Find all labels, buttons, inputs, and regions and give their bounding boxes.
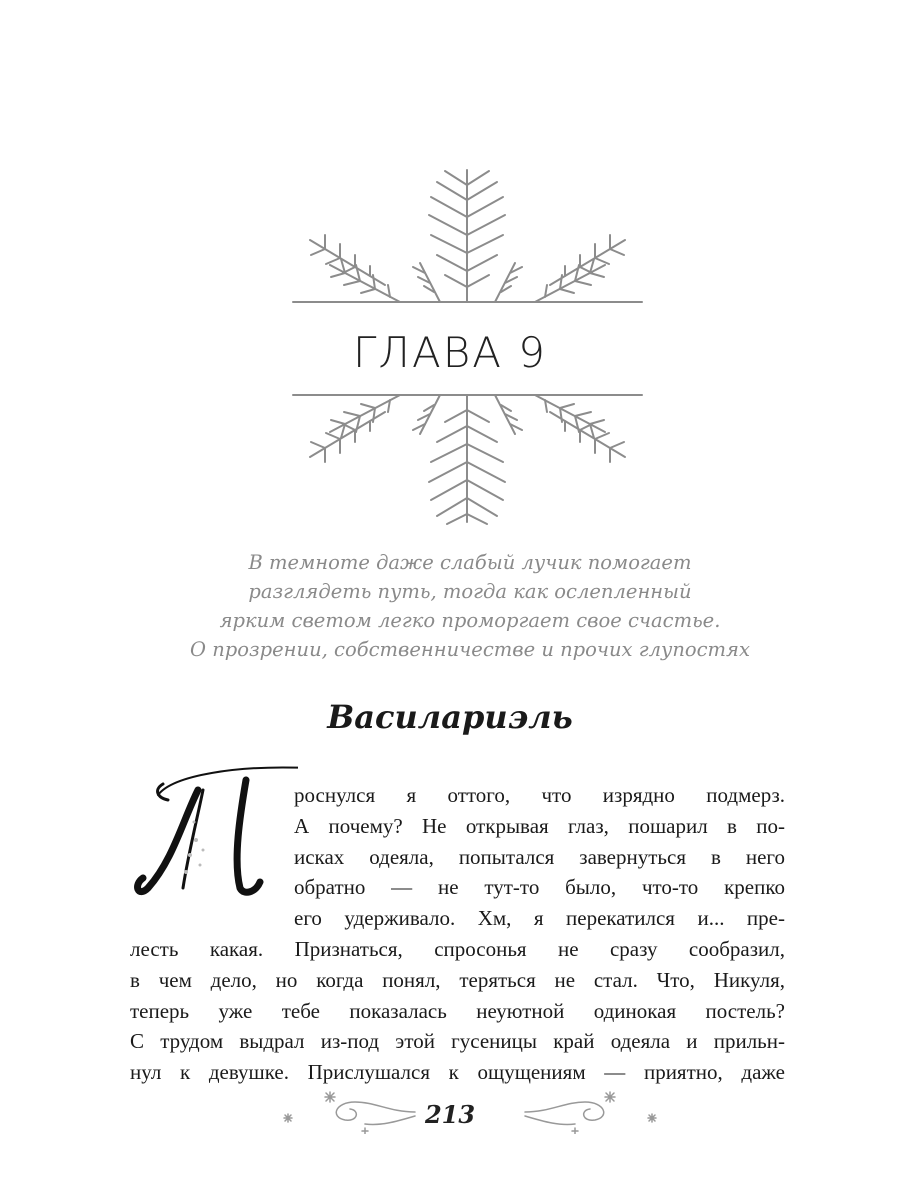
- text-line: роснулся я оттого, что изрядно подмерз.: [294, 783, 785, 807]
- pov-heading: Василариэль: [327, 698, 573, 736]
- fir-branch-ornament-top: [290, 165, 645, 305]
- epigraph: [150, 548, 790, 664]
- text-line: исках одеяла, попытался завернуться в него: [294, 844, 785, 869]
- page-number: 213: [424, 1100, 476, 1129]
- footer-swirl-ornament-right: [520, 1082, 670, 1134]
- text-line: лесть какая. Признаться, спросонья не сразу сообразил,: [130, 936, 785, 961]
- epigraph-line: О прозрении, собственничестве и прочих глупостях: [190, 638, 750, 661]
- text-line: А почему? Не открывая глаз, пошарил в по-: [294, 813, 785, 838]
- fir-branch-ornament-bottom: [290, 392, 645, 527]
- epigraph-line: ярким светом легко проморгает свое счастье.: [219, 609, 721, 632]
- body-text: [130, 780, 785, 1088]
- epigraph-line: В темноте даже слабый лучик помогает: [248, 551, 692, 574]
- text-line: обратно — не тут-то было, что-то крепко: [294, 875, 785, 900]
- text-line: теперь уже тебе показалась неуютной одинокая постель?: [130, 998, 785, 1023]
- text-line: его удерживало. Хм, я перекатился и... пре-: [294, 906, 785, 931]
- text-line: в чем дело, но когда понял, теряться не стал. Что, Никуля,: [130, 967, 785, 992]
- chapter-title: ГЛАВА 9: [352, 328, 548, 377]
- text-line: нул к девушке. Прислушался к ощущениям — приятно, даже: [130, 1060, 785, 1085]
- text-line: С трудом выдрал из-под этой гусеницы край одеяла и прильн-: [130, 1029, 785, 1054]
- epigraph-line: разглядеть путь, тогда как ослепленный: [248, 580, 692, 603]
